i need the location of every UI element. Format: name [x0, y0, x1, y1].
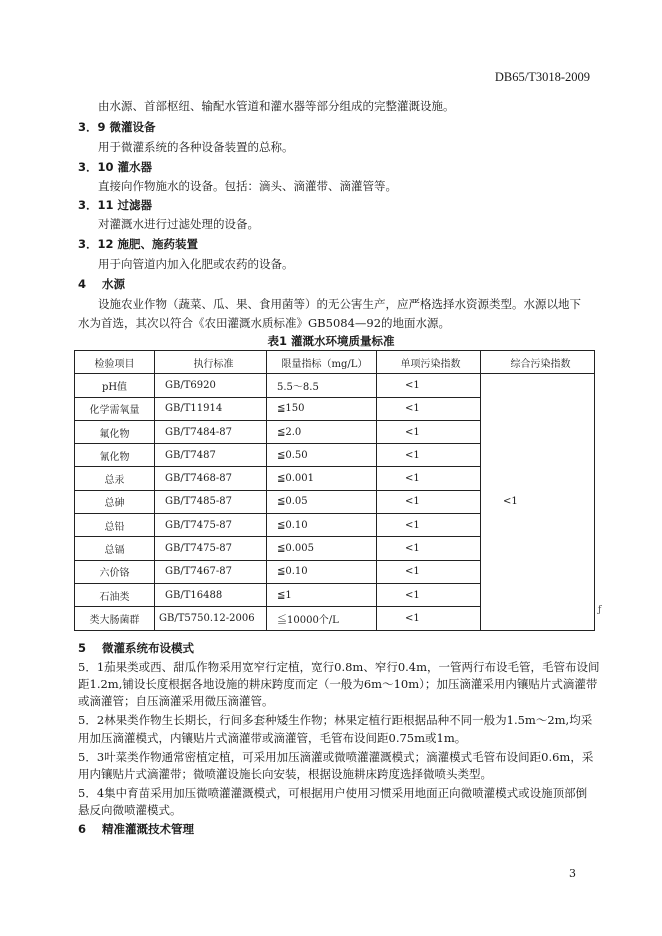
cell-item: 六价铬: [75, 560, 155, 583]
cell-item: 氰化物: [75, 444, 155, 467]
drip-line: 5．4集中育苗采用加压微喷灌灌溉模式，可根据用户使用习惯采用地面正向微喷灌模式或设施顶部倒: [78, 786, 588, 800]
drip-line: 悬反向微喷灌模式。: [78, 803, 182, 817]
cell-limit: ≦2.0: [267, 420, 377, 443]
cell-limit: ≦1: [267, 583, 377, 606]
section-3-12-body: 用于向管道内加入化肥或农药的设备。: [98, 257, 294, 271]
standard-code: DB65/T3018-2009: [494, 70, 590, 84]
cell-limit: ≦10000个/L: [267, 607, 377, 630]
cell-single-index: <1: [377, 583, 481, 606]
cell-item: 总汞: [75, 467, 155, 490]
section-3-9-heading: [78, 120, 156, 134]
cell-item: 总镉: [75, 537, 155, 560]
section-3-11-body: 对灌溉水进行过滤处理的设备。: [98, 217, 259, 231]
drip-line: 用内镶贴片式滴灌带；微喷灌设施长向安装，根据设施耕床跨度选择微喷头类型。: [78, 767, 492, 781]
table-caption: 表1 灌溉水环境质量标准: [267, 334, 395, 348]
cell-single-index: <1: [377, 397, 481, 420]
section-number: 3．12: [78, 237, 114, 251]
section-title: 过滤器: [117, 198, 153, 212]
section-title: 微灌设备: [109, 120, 156, 134]
cell-item: 类大肠菌群: [75, 607, 155, 630]
section-number: 3．10: [78, 160, 114, 174]
col-header-item: 检验项目: [75, 351, 155, 374]
intro-line: 由水源、首部枢纽、输配水管道和灌水器等部分组成的完整灌溉设施。: [98, 99, 455, 113]
col-header-limit: 限量指标（mg/L）: [267, 351, 377, 374]
water-quality-table: [74, 350, 595, 631]
section-3-10-heading: [78, 160, 152, 174]
drip-line: 用加压滴灌模式，内镶贴片式滴灌带或滴灌管，毛管布设间距0.75m或1m。: [78, 731, 467, 745]
cell-item: pH值: [75, 374, 155, 397]
section-6-heading: [78, 822, 194, 836]
cell-limit: ≦0.50: [267, 444, 377, 467]
drip-line: 或滴灌管；自压滴灌采用微压滴灌管。: [78, 694, 274, 708]
table-header-row: [75, 351, 595, 374]
page-number: 3: [569, 867, 576, 880]
drip-line: 5．1茄果类或西、甜瓜作物采用宽窄行定植，宽行0.8m、窄行0.4m，一管两行布设毛管，毛管布设间: [78, 660, 600, 674]
cell-item: 石油类: [75, 583, 155, 606]
cell-combined-index: <1: [481, 374, 595, 630]
scan-speck: ƒ: [598, 605, 602, 615]
cell-item: 总砷: [75, 490, 155, 513]
section-3-12-heading: [78, 237, 198, 251]
section-number: 3．11: [78, 198, 114, 212]
section-5-heading: [78, 641, 194, 655]
cell-standard: GB/T7487: [155, 444, 267, 467]
water-paragraph-line-1: 设施农业作物（蔬菜、瓜、果、食用菌等）的无公害生产，应严格选择水资源类型。水源以地下: [98, 297, 581, 311]
col-header-single-index: 单项污染指数: [377, 351, 481, 374]
cell-limit: ≦150: [267, 397, 377, 420]
cell-limit: ≦0.001: [267, 467, 377, 490]
cell-standard: GB/T5750.12-2006: [155, 607, 267, 630]
water-paragraph-line-2: 水为首选，其次以符合《农田灌溉水质标准》GB5084—92的地面水源。: [78, 316, 451, 330]
section-title: 施肥、施药装置: [117, 237, 199, 251]
cell-standard: GB/T7468-87: [155, 467, 267, 490]
cell-limit: ≦0.10: [267, 514, 377, 537]
cell-single-index: <1: [377, 607, 481, 630]
cell-standard: GB/T16488: [155, 583, 267, 606]
col-header-combined-index: 综合污染指数: [481, 351, 595, 374]
section-number: 4: [78, 277, 87, 291]
cell-single-index: <1: [377, 490, 481, 513]
cell-single-index: <1: [377, 444, 481, 467]
section-number: 5: [78, 641, 87, 655]
cell-limit: 5.5～8.5: [267, 374, 377, 397]
cell-single-index: <1: [377, 420, 481, 443]
cell-standard: GB/T11914: [155, 397, 267, 420]
cell-limit: ≦0.05: [267, 490, 377, 513]
drip-line: 5．3叶菜类作物通常密植定植，可采用加压滴灌或微喷灌灌溉模式；滴灌模式毛管布设间距0.6m，采: [78, 750, 594, 764]
section-3-11-heading: [78, 198, 152, 212]
cell-single-index: <1: [377, 560, 481, 583]
cell-standard: GB/T7475-87: [155, 537, 267, 560]
section-title: 微灌系统布设模式: [102, 641, 195, 655]
section-title: 精准灌溉技术管理: [102, 822, 195, 836]
cell-standard: GB/T6920: [155, 374, 267, 397]
section-title: 水源: [102, 277, 126, 291]
cell-single-index: <1: [377, 467, 481, 490]
cell-standard: GB/T7484-87: [155, 420, 267, 443]
cell-standard: GB/T7475-87: [155, 514, 267, 537]
table-row: [75, 374, 595, 397]
cell-standard: GB/T7467-87: [155, 560, 267, 583]
section-title: 灌水器: [117, 160, 153, 174]
drip-line: 5．2林果类作物生长期长，行间多套种矮生作物；林果定植行距根据品种不同一般为1.5m～2m,均采: [78, 713, 593, 727]
section-number: 3．9: [78, 120, 106, 134]
cell-single-index: <1: [377, 514, 481, 537]
section-3-10-body: 直接向作物施水的设备。包括：滴头、滴灌带、滴灌管等。: [98, 179, 397, 193]
cell-limit: ≦0.005: [267, 537, 377, 560]
cell-item: 总铅: [75, 514, 155, 537]
cell-item: 化学需氧量: [75, 397, 155, 420]
cell-item: 氟化物: [75, 420, 155, 443]
cell-limit: ≦0.10: [267, 560, 377, 583]
drip-line: 距1.2m,铺设长度根据各地设施的耕床跨度而定（一般为6m～10m）；加压滴灌采用内镶贴片式滴灌带: [78, 677, 598, 691]
section-number: 6: [78, 822, 87, 836]
cell-single-index: <1: [377, 537, 481, 560]
section-3-9-body: 用于微灌系统的各种设备装置的总称。: [98, 140, 294, 154]
col-header-standard: 执行标准: [155, 351, 267, 374]
cell-standard: GB/T7485-87: [155, 490, 267, 513]
cell-single-index: <1: [377, 374, 481, 397]
section-4-heading: [78, 277, 125, 291]
